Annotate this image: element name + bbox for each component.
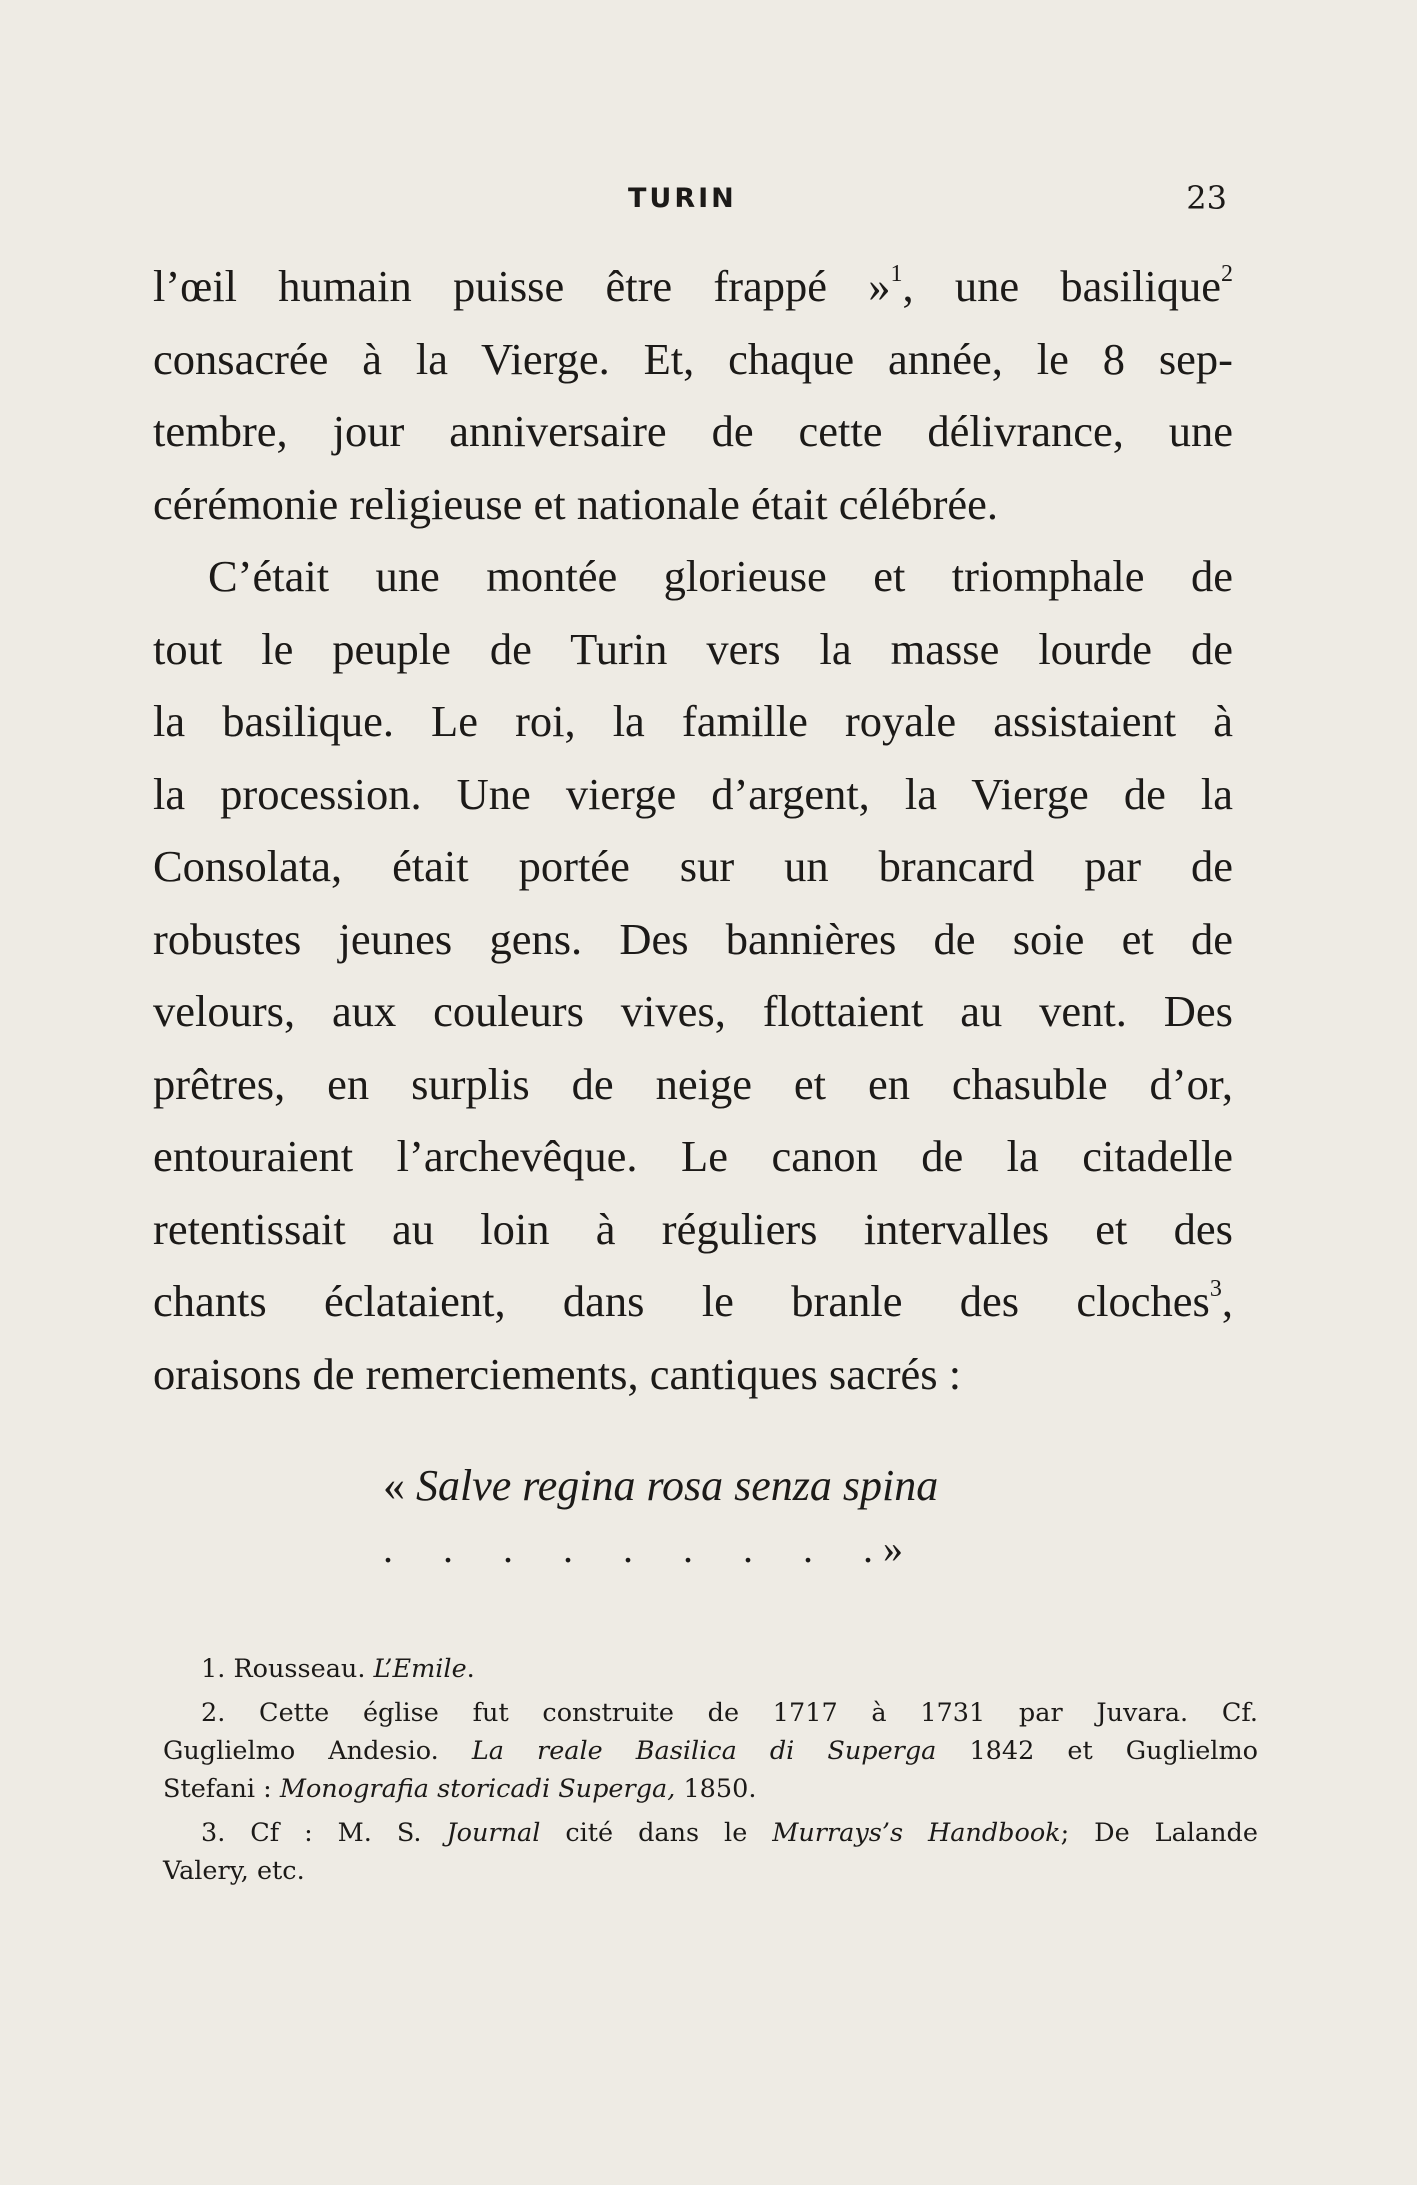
body-line: Consolata, était portée sur un brancard par de	[153, 841, 1233, 891]
body-text	[153, 250, 1233, 1410]
footnote-2: 2. Cette église fut construite de 1717 à 1731 par Juvara. Cf. Guglielmo Andesio. La reale Basilica di Superga 1842 et Guglielmo Stefani : Monografia storicadi Superga, 1850.	[163, 1698, 1258, 1804]
body-line: consacrée à la Vierge. Et, chaque année, le 8 sep-	[153, 333, 1233, 384]
body-line: la procession. Une vierge d’argent, la Vierge de la	[153, 768, 1233, 819]
closing-quote: »	[883, 1526, 903, 1571]
body-line: tembre, jour anniversaire de cette délivrance, une	[153, 406, 1233, 456]
running-head	[0, 179, 1417, 223]
body-line: l’œil humain puisse être frappé »$^1$, une basilique$^2$	[153, 261, 1233, 311]
body-line: C’était une montée glorieuse et triomphale de	[208, 551, 1233, 601]
body-line: velours, aux couleurs vives, flottaient au vent. Des	[153, 986, 1233, 1036]
verse-quotation: « Salve regina rosa senza spina	[383, 1461, 939, 1510]
verse-ellipsis: . . . . . . . . . »	[383, 1526, 903, 1571]
body-line: prêtres, en surplis de neige et en chasuble d’or,	[153, 1058, 1233, 1109]
footnote-3: 3. Cf : M. S. Journal cité dans le Murrays’s Handbook; De Lalande Valery, etc.	[163, 1818, 1258, 1886]
body-line: entouraient l’archevêque. Le canon de la citadelle	[153, 1131, 1233, 1181]
footnote-1: 1. Rousseau. L’Emile.	[201, 1654, 475, 1684]
body-line: la basilique. Le roi, la famille royale assistaient à	[153, 696, 1233, 746]
body-line: oraisons de remerciements, cantiques sacrés :	[153, 1348, 962, 1399]
body-line: robustes jeunes gens. Des bannières de soie et de	[153, 913, 1233, 964]
page-number: 23	[1186, 179, 1227, 217]
body-line: retentissait au loin à réguliers intervalles et des	[153, 1203, 1233, 1254]
body-line: chants éclataient, dans le branle des cloches$^3$,	[153, 1276, 1233, 1326]
footnotes	[163, 1650, 1258, 1890]
body-line: tout le peuple de Turin vers la masse lourde de	[153, 623, 1233, 674]
body-line: cérémonie religieuse et nationale était célébrée.	[153, 478, 999, 529]
running-title: TURIN	[628, 183, 737, 214]
verse-line: Salve regina rosa senza spina	[416, 1461, 939, 1510]
